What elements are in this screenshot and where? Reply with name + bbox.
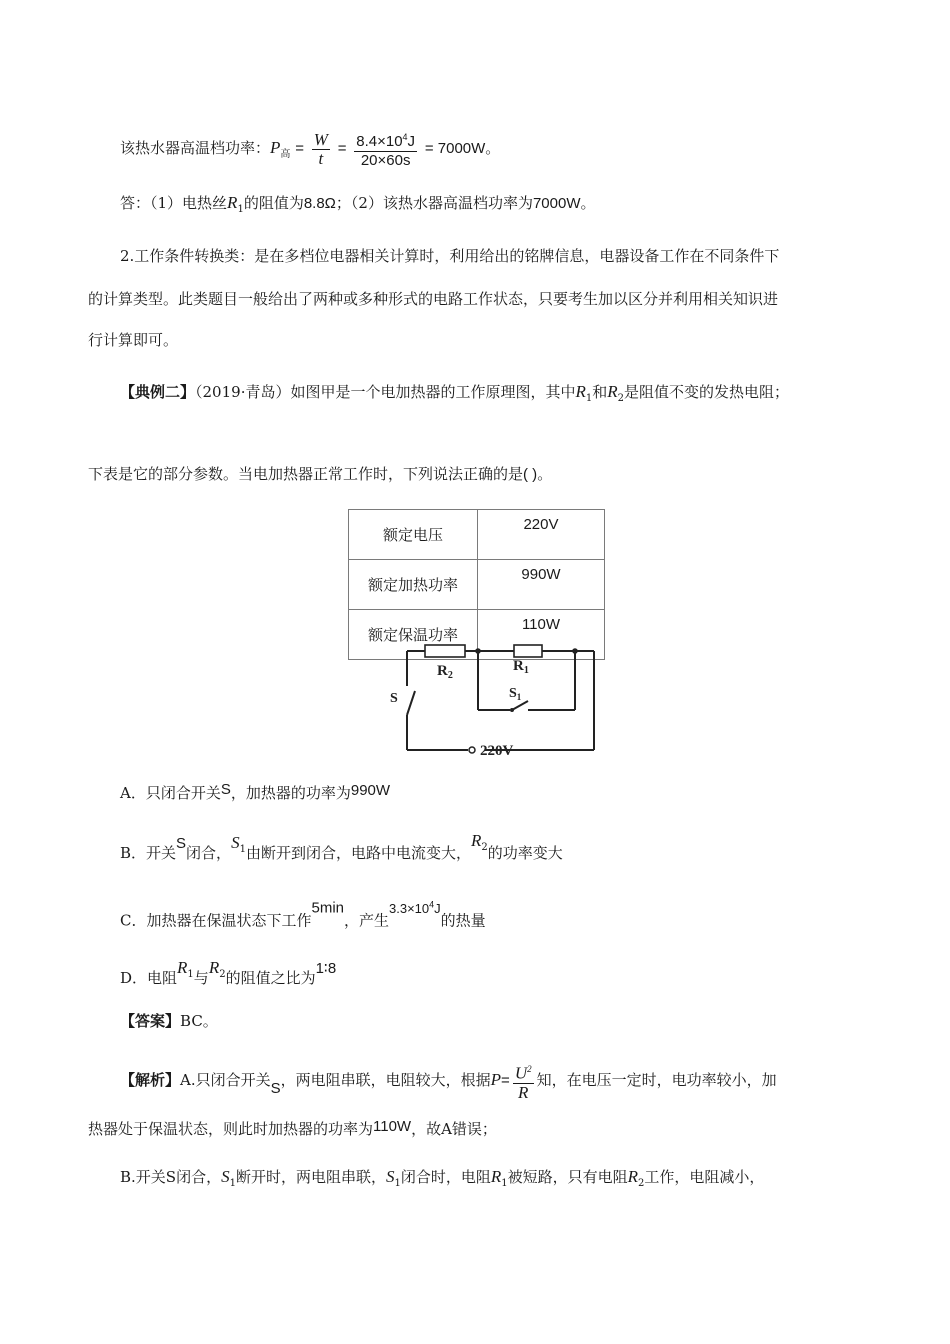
numerator: [513, 1060, 534, 1084]
table-row: [349, 510, 605, 560]
symbol-R: R: [227, 193, 238, 212]
table-key: 额定加热功率: [349, 560, 478, 610]
subscript: 1: [187, 969, 194, 980]
answer-value: BC。: [180, 1012, 218, 1030]
option-c: [120, 895, 486, 930]
text: （2019·青岛）如图甲是一个电加热器的工作原理图，其中: [195, 383, 576, 401]
symbol-S1: S: [385, 1167, 395, 1186]
exponent: 4: [402, 132, 408, 142]
text: 的热量: [440, 911, 486, 930]
text: 的阻值为: [243, 194, 304, 212]
table-value: 220V: [478, 510, 605, 560]
table-row: [349, 560, 605, 610]
text: 的功率变大: [487, 844, 563, 862]
symbol-R2: R: [627, 1167, 639, 1186]
paragraph-line: 的计算类型。此类题目一般给出了两种或多种形式的电路工作状态，只要考生加以区分并利用相关知识进: [88, 290, 779, 308]
period: 。: [485, 139, 501, 157]
equals: =: [295, 140, 304, 157]
subscript: 1: [229, 1178, 236, 1189]
time-value: 5min: [311, 899, 344, 917]
subscript: 2: [481, 842, 488, 853]
answer-label: 【答案】: [120, 1012, 181, 1030]
label-source: 220V: [480, 743, 514, 758]
option-d: [120, 958, 336, 988]
text: 闭合，: [186, 844, 232, 862]
text: 闭合时，电阻: [400, 1168, 491, 1186]
symbol-U: U: [514, 1063, 528, 1083]
symbol-S1: S: [231, 833, 240, 852]
example-line-2: [88, 464, 552, 485]
resistor-r2: [425, 645, 465, 657]
text: 和: [592, 383, 608, 401]
subscript: 1: [237, 204, 244, 215]
text: ；（2）该热水器高温档功率为: [335, 194, 533, 212]
symbol-R2: R: [470, 831, 482, 850]
text: 的阻值之比为: [225, 969, 316, 987]
subscript: 1: [501, 1178, 508, 1189]
value: 7000W: [532, 195, 581, 212]
subscript: 1: [585, 393, 593, 404]
fraction-numbers: [354, 128, 417, 170]
circuit-diagram: [385, 643, 600, 758]
heat-value: [389, 901, 441, 916]
text: 下表是它的部分参数。当电加热器正常工作时，下列说法正确的是: [88, 465, 524, 483]
numerator: [354, 128, 417, 152]
symbol-R2: R: [607, 382, 618, 401]
text: 知，在电压一定时，电功率较小，加: [536, 1070, 777, 1089]
answer-line: [120, 193, 596, 220]
subscript: 2: [638, 1178, 645, 1189]
exponent: 2: [527, 1064, 532, 1074]
text: 断开时，两电阻串联，: [235, 1168, 386, 1186]
unit: J: [407, 133, 416, 150]
equals: =: [337, 140, 347, 157]
label-s: S: [390, 691, 398, 706]
symbol-S: S: [270, 1079, 281, 1097]
num-value: 8.4×10: [356, 133, 403, 150]
subscript: 高: [280, 149, 291, 160]
analysis-line-2: [88, 1117, 497, 1139]
text: 。: [537, 465, 553, 483]
text: 是阻值不变的发热电阻；: [624, 383, 790, 401]
text: B.开关S闭合，: [120, 1168, 222, 1186]
text: B．开关: [120, 844, 177, 862]
table-key: 额定电压: [349, 510, 478, 560]
junction-dot: [572, 648, 578, 654]
denominator: R: [518, 1082, 529, 1102]
analysis-line-3: [120, 1167, 764, 1194]
subscript: 2: [219, 969, 226, 980]
parameter-table: [348, 509, 605, 660]
table-value: 990W: [478, 560, 605, 610]
switch-contact: [510, 708, 514, 712]
denominator: 20×60s: [360, 152, 411, 169]
label-s1: $S_1$: [509, 686, 522, 702]
text: ，两电阻串联，电阻较大，根据: [280, 1070, 491, 1089]
analysis-label: 【解析】: [120, 1070, 181, 1089]
text: 。: [580, 194, 596, 212]
text: 热器处于保温状态，则此时加热器的功率为: [88, 1120, 374, 1138]
symbol-R2: R: [208, 958, 220, 977]
option-a: [120, 780, 390, 803]
unit: J: [434, 901, 441, 917]
text: 被短路，只有电阻: [507, 1168, 628, 1186]
text: C．加热器在保温状态下工作: [120, 911, 312, 930]
text: 工作，电阻减小，: [644, 1168, 765, 1186]
symbol-S: S: [176, 835, 187, 852]
answer-key: [120, 1011, 218, 1031]
junction-dot: [475, 648, 481, 654]
text: D．电阻: [120, 969, 178, 987]
symbol-P: P: [490, 1069, 502, 1089]
symbol-R1: R: [177, 958, 188, 977]
fraction-w-over-t: [312, 131, 330, 168]
example-line: [120, 382, 789, 409]
switch-s-blade: [407, 691, 415, 715]
formula-line: [120, 128, 500, 170]
symbol-R1: R: [575, 382, 586, 401]
label-r2: $R_2$: [437, 663, 453, 681]
value: 990W: [350, 782, 391, 799]
equals: =: [501, 1071, 510, 1089]
symbol-S: S: [220, 781, 231, 798]
subscript: 2: [617, 393, 625, 404]
value: 8.8Ω: [303, 195, 336, 212]
text: 答：（1）电热丝: [120, 194, 228, 212]
paren: ( ): [523, 466, 538, 483]
text: ，产生: [344, 911, 390, 930]
text: A.只闭合开关: [180, 1070, 271, 1089]
table-value: 110W: [478, 610, 605, 660]
text: ，故A错误；: [411, 1120, 497, 1138]
terminal: [469, 747, 475, 753]
text: 与: [193, 969, 209, 987]
text: A．只闭合开关: [120, 784, 221, 802]
switch-s1-blade: [512, 701, 528, 710]
paragraph-line: 2.工作条件转换类：是在多档位电器相关计算时，利用给出的铭牌信息，电器设备工作在不同条件下: [120, 247, 780, 265]
text: 由断开到闭合，电路中电流变大，: [245, 844, 471, 862]
resistor-r1: [514, 645, 542, 657]
symbol-R1: R: [490, 1167, 502, 1186]
ratio-value: 1∶8: [315, 960, 337, 977]
exponent: 4: [429, 900, 435, 910]
result: = 7000W: [424, 140, 486, 157]
example-tag: 【典例二】: [120, 383, 196, 401]
option-b: [120, 831, 563, 863]
paragraph-line: 行计算即可。: [88, 331, 179, 349]
fraction-u2-over-r: [513, 1060, 534, 1102]
q-value: 3.3×10: [389, 901, 430, 917]
subscript: 1: [394, 1178, 401, 1189]
label-r1: $R_1$: [513, 658, 529, 676]
value: 110W: [373, 1118, 412, 1135]
text: ，加热器的功率为: [230, 784, 351, 802]
symbol-P: P: [270, 138, 281, 157]
analysis-line-1: [120, 1060, 777, 1102]
subscript: 1: [239, 844, 246, 855]
text: 该热水器高温档功率：: [120, 139, 271, 157]
denominator: t: [318, 148, 324, 168]
numerator: W: [313, 129, 328, 149]
symbol-S1: S: [221, 1167, 230, 1186]
table-key: 额定保温功率: [349, 610, 478, 660]
